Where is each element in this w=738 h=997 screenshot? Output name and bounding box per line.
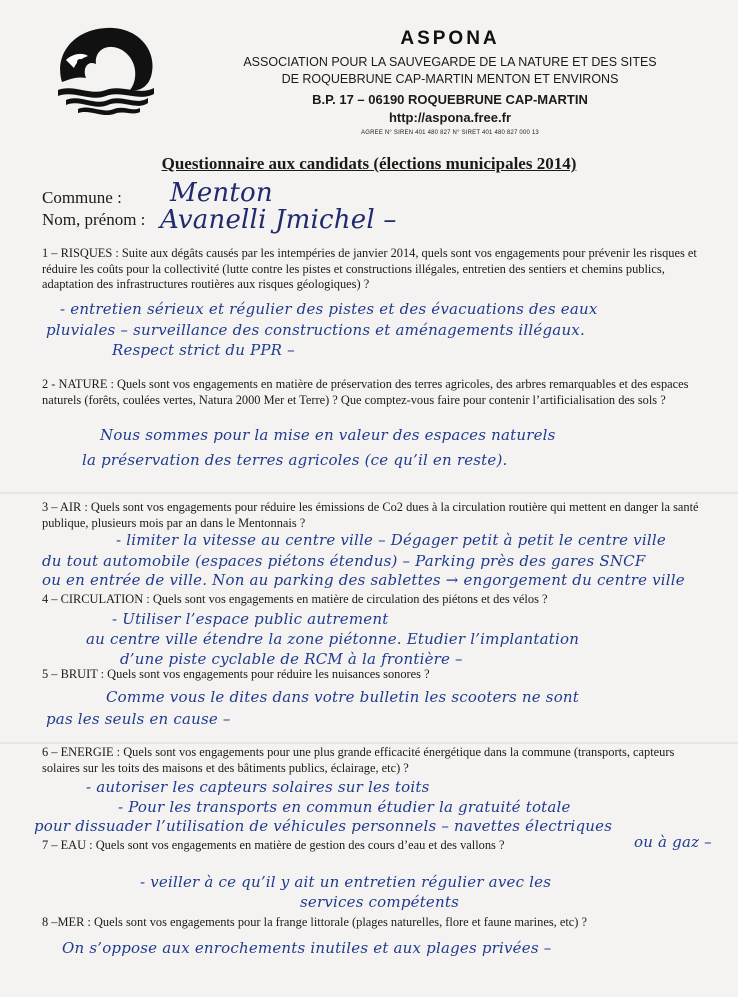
question-mer: 8 –MER : Quels sont vos engagements pour la frange littorale (plages naturelles, flore et faune marines, etc) ? (42, 915, 588, 929)
commune-value: Menton (170, 178, 273, 208)
answer-eau-line: - veiller à ce qu’il y ait un entretien régulier avec les (140, 873, 552, 891)
question-air: 3 – AIR : Quels sont vos engagements pour réduire les émissions de Co2 dues à la circulation routière qui mettent en danger la santé publique, plusieurs mois par an dans le Mentonnais ? (42, 500, 699, 530)
question-nature: 2 - NATURE : Quels sont vos engagements en matière de préservation des terres agricoles, des arbres remarquables et des espaces naturels (forêts, coulées vertes, Natura 2000 Mer et Terre) ? Que comptez-vous faire pour contenir l’artificialisation des sols ? (42, 377, 689, 407)
form-title (0, 154, 738, 174)
association-line-2: DE ROQUEBRUNE CAP-MARTIN MENTON ET ENVIRONS (281, 72, 619, 86)
letterhead (170, 28, 730, 136)
paper-fold (0, 492, 738, 494)
answer-energie-line: ou à gaz – (634, 833, 712, 851)
registration-numbers: AGREE N° SIREN 401 480 827 N° SIRET 401 480 827 000 13 (361, 130, 539, 136)
answer-circulation-line: - Utiliser l’espace public autrement (112, 610, 389, 628)
answer-bruit-line: Comme vous le dites dans votre bulletin les scooters ne sont (106, 688, 580, 706)
answer-risques-line: - entretien sérieux et régulier des pistes et des évacuations des eaux (60, 300, 598, 318)
answer-mer-line: On s’oppose aux enrochements inutiles et aux plages privées – (62, 939, 552, 957)
organization-name: ASPONA (400, 28, 500, 49)
website: http://aspona.free.fr (388, 110, 512, 125)
question-risques: 1 – RISQUES : Suite aux dégâts causés par les intempéries de janvier 2014, quels sont vos engagements pour prévenir les risques et réduire les coûts pour la collectivité (lutte contre les pistes et constructions illégales, entretien des sentiers et chemins publics, adaptation des infrastructures routières aux risques géologiques) ? (42, 246, 697, 292)
answer-eau-line: services compétents (300, 893, 459, 911)
answer-circulation-line: d’une piste cyclable de RCM à la frontière – (120, 650, 463, 668)
answer-nature-line: la préservation des terres agricoles (ce qu’il en reste). (82, 451, 508, 469)
answer-air-line: du tout automobile (espaces piétons étendus) – Parking près des gares SNCF (42, 552, 646, 570)
paper-fold (0, 742, 738, 744)
answer-energie-line: - Pour les transports en commun étudier la gratuité totale (118, 798, 571, 816)
answer-circulation-line: au centre ville étendre la zone piétonne. Etudier l’implantation (86, 630, 580, 648)
answer-nature-line: Nous sommes pour la mise en valeur des espaces naturels (100, 426, 556, 444)
answer-air-line: - limiter la vitesse au centre ville – Dégager petit à petit le centre ville (116, 531, 666, 549)
association-line-1: ASSOCIATION POUR LA SAUVEGARDE DE LA NATURE ET DES SITES (243, 55, 657, 69)
question-eau: 7 – EAU : Quels sont vos engagements en matière de gestion des cours d’eau et des vallons ? (42, 838, 505, 852)
name-label: Nom, prénom : (42, 210, 146, 229)
question-bruit: 5 – BRUIT : Quels sont vos engagements pour réduire les nuisances sonores ? (42, 667, 430, 681)
name-value: Avanelli Jmichel – (160, 205, 397, 235)
answer-risques-line: pluviales – surveillance des constructions et aménagements illégaux. (46, 321, 585, 339)
answer-energie-line: - autoriser les capteurs solaires sur les toits (86, 778, 430, 796)
form-title-text: Questionnaire aux candidats (élections municipales 2014) (161, 154, 577, 173)
answer-air-line: ou en entrée de ville. Non au parking des sablettes → engorgement du centre ville (42, 571, 685, 589)
question-circulation: 4 – CIRCULATION : Quels sont vos engagements en matière de circulation des piétons et des vélos ? (42, 592, 548, 606)
postal-address: B.P. 17 – 06190 ROQUEBRUNE CAP-MARTIN (312, 92, 588, 107)
answer-energie-line: pour dissuader l’utilisation de véhicules personnels – navettes électriques (34, 817, 613, 835)
answer-bruit-line: pas les seuls en cause – (46, 710, 231, 728)
aspona-logo (44, 20, 164, 120)
answer-risques-line: Respect strict du PPR – (112, 341, 295, 359)
question-energie: 6 – ENERGIE : Quels sont vos engagements pour une plus grande efficacité énergétique dans la commune (transports, capteurs solaires sur les toits des maisons et des bâtiments publics, éclairage, etc) ? (42, 745, 675, 775)
commune-label: Commune : (42, 188, 122, 207)
